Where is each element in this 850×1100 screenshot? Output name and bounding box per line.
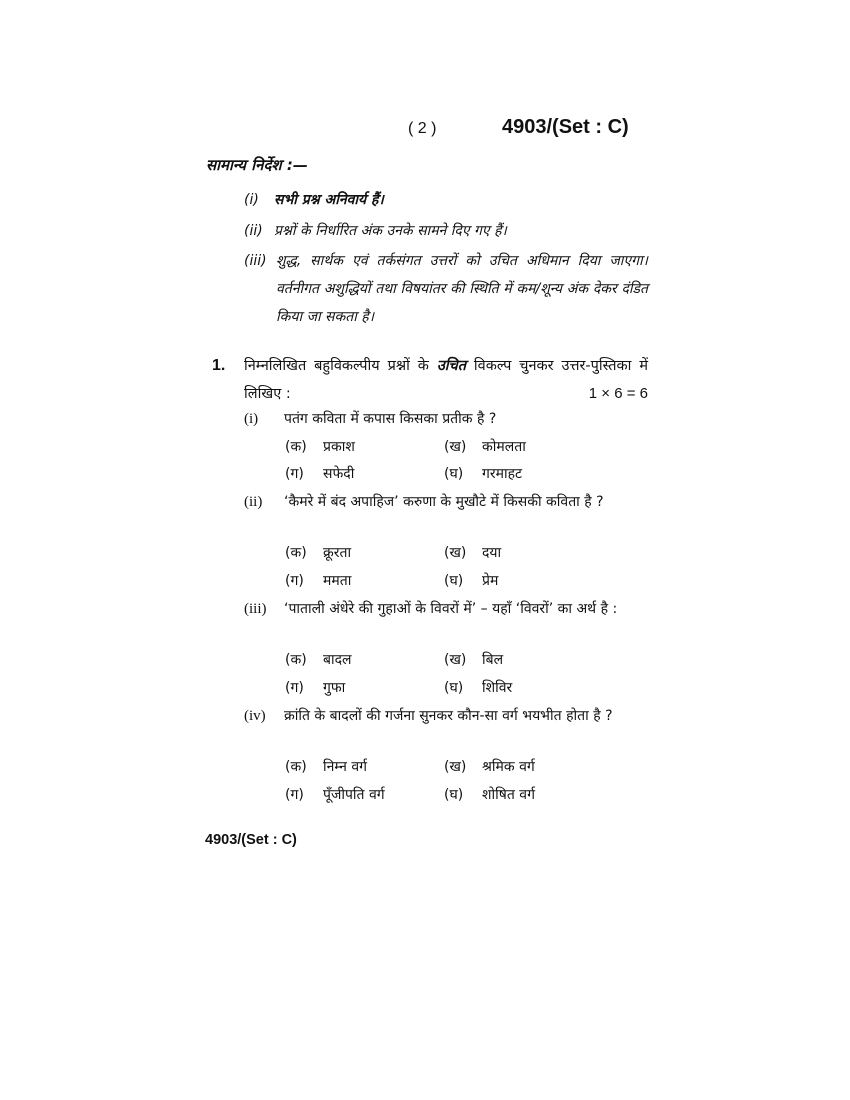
subquestion-number: (i) xyxy=(244,411,259,427)
option-kha xyxy=(444,757,535,776)
option-ga xyxy=(285,571,351,590)
option-text: शोषित वर्ग xyxy=(482,787,535,803)
page-number: ( 2 ) xyxy=(408,120,437,137)
paper-code-header: 4903/(Set : C) xyxy=(502,116,629,138)
option-label: (ख) xyxy=(444,652,467,668)
option-text: श्रमिक वर्ग xyxy=(482,759,535,775)
option-text: सफेदी xyxy=(323,466,355,482)
option-text: गरमाहट xyxy=(482,466,523,482)
subquestion-text: ‘कैमरे में बंद अपाहिज’ करुणा के मुखौटे में किसकी कविता है ? xyxy=(284,494,604,510)
question-emphasis: उचित xyxy=(436,358,467,374)
option-ka xyxy=(285,650,352,669)
option-label: (घ) xyxy=(444,680,464,696)
option-ga xyxy=(285,785,385,804)
option-label: (घ) xyxy=(444,573,464,589)
option-label: (क) xyxy=(285,439,307,455)
option-text: दया xyxy=(482,545,502,561)
question-text xyxy=(244,352,648,408)
subquestion-text: क्रांति के बादलों की गर्जना सुनकर कौन-सा वर्ग भयभीत होता है ? xyxy=(284,708,613,724)
option-label: (क) xyxy=(285,652,307,668)
instruction-number: (iii) xyxy=(244,253,267,269)
option-label: (घ) xyxy=(444,466,464,482)
option-ga xyxy=(285,678,345,697)
option-gha xyxy=(444,785,535,804)
option-label: (घ) xyxy=(444,787,464,803)
option-text: बादल xyxy=(323,652,352,668)
option-text: बिल xyxy=(482,652,504,668)
subquestion-number: (iii) xyxy=(244,601,267,617)
option-text: निम्न वर्ग xyxy=(323,759,368,775)
option-label: (ग) xyxy=(285,466,304,482)
question-text-part: विकल्प चुनकर उत्तर-पुस्तिका में लिखिए : xyxy=(244,358,648,402)
option-text: क्रूरता xyxy=(323,545,352,561)
option-kha xyxy=(444,543,501,562)
option-text: पूँजीपति वर्ग xyxy=(323,787,385,803)
instruction-text: सभी प्रश्न अनिवार्य हैं। xyxy=(274,192,384,208)
subquestion-text: पतंग कविता में कपास किसका प्रतीक है ? xyxy=(284,411,497,427)
option-text: ममता xyxy=(323,573,352,589)
option-text: कोमलता xyxy=(482,439,526,455)
option-ka xyxy=(285,437,355,456)
instruction-text: प्रश्नों के निर्धारित अंक उनके सामने दिए गए हैं। xyxy=(274,223,507,239)
option-label: (ख) xyxy=(444,759,467,775)
subquestion-text: ‘पाताली अंधेरे की गुहाओं के विवरों में’ – यहाँ ‘विवरों’ का अर्थ है : xyxy=(284,601,618,617)
option-label: (ग) xyxy=(285,680,304,696)
subquestion-number: (iv) xyxy=(244,708,266,724)
option-label: (ख) xyxy=(444,545,467,561)
instruction-item-3-text: शुद्ध, सार्थक एवं तर्कसंगत उत्तरों को उचित अधिमान दिया जाएगा। वर्तनीगत अशुद्धियों तथा विषयांतर की स्थिति में कम/शून्य अंक देकर दंडित किया जा सकता है। xyxy=(276,253,648,325)
question-text-part: निम्नलिखित बहुविकल्पीय प्रश्नों के xyxy=(244,358,437,374)
instruction-item-1 xyxy=(244,190,384,209)
instruction-number: (i) xyxy=(244,192,259,208)
question-marks: 1 × 6 = 6 xyxy=(588,385,648,402)
option-kha xyxy=(444,437,526,456)
option-text: प्रेम xyxy=(482,573,499,589)
general-instructions-heading: सामान्य निर्देश :— xyxy=(206,156,308,174)
option-gha xyxy=(444,678,512,697)
instruction-number: (ii) xyxy=(244,223,263,239)
option-label: (ग) xyxy=(285,787,304,803)
option-label: (ख) xyxy=(444,439,467,455)
option-kha xyxy=(444,650,503,669)
option-text: गुफा xyxy=(323,680,346,696)
option-gha xyxy=(444,464,522,483)
option-label: (क) xyxy=(285,759,307,775)
subquestion-number: (ii) xyxy=(244,494,263,510)
option-label: (ग) xyxy=(285,573,304,589)
option-label: (क) xyxy=(285,545,307,561)
option-ga xyxy=(285,464,354,483)
paper-code-footer: 4903/(Set : C) xyxy=(205,832,297,848)
option-gha xyxy=(444,571,498,590)
option-text: प्रकाश xyxy=(323,439,355,455)
instruction-item-2 xyxy=(244,221,507,240)
option-ka xyxy=(285,757,367,776)
option-text: शिविर xyxy=(482,680,513,696)
question-number: 1. xyxy=(212,357,226,374)
instruction-item-3-number xyxy=(244,253,267,269)
option-ka xyxy=(285,543,351,562)
